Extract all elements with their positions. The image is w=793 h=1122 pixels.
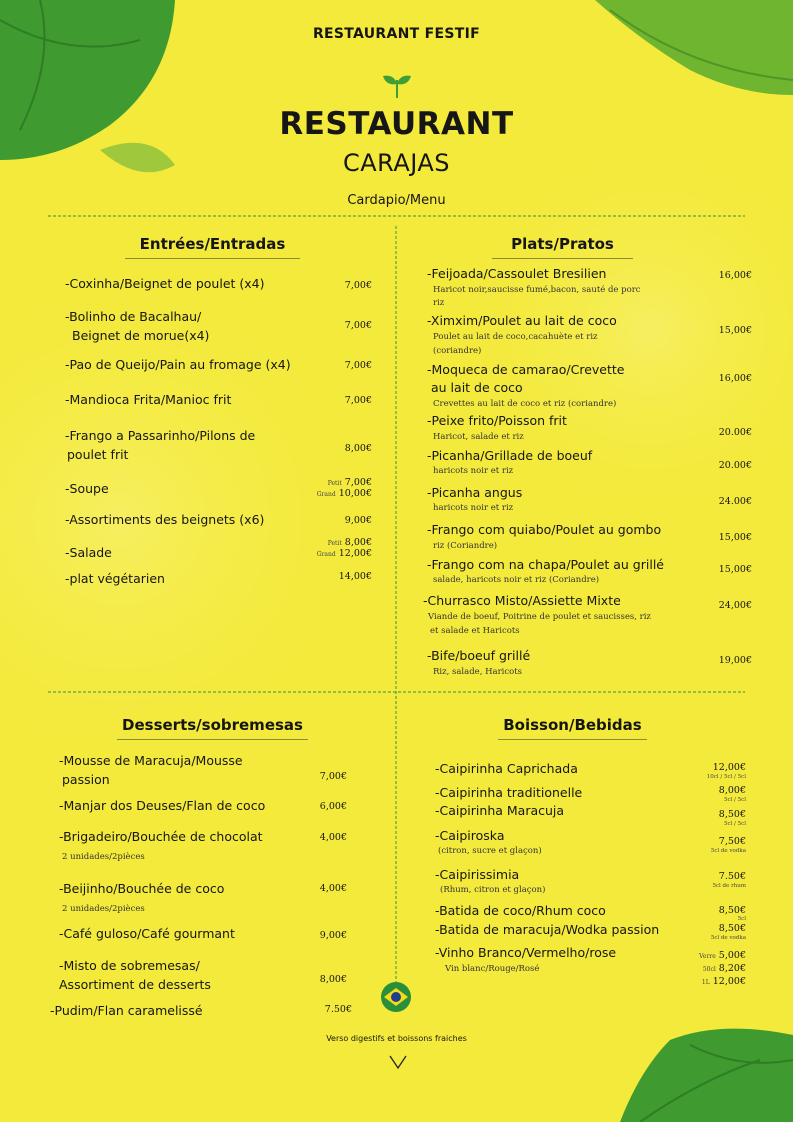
menu-item-price: 8,00€ (344, 443, 372, 454)
menu-item-price: Petit 7,00€ Grand 10,00€ (316, 477, 372, 499)
menu-item-name: -Soupe (65, 481, 109, 496)
menu-item-name: -Feijoada/Cassoulet Bresilien (427, 266, 607, 281)
menu-item-name: -Frango a Passarinho/Pilons de (65, 428, 256, 443)
menu-item-desc: 2 unidades/2pièces (62, 904, 145, 914)
menu-item-price: 16,00€ (718, 373, 752, 384)
menu-item-desc: Vin blanc/Rouge/Rosé (445, 964, 540, 974)
menu-item-desc-line2: (coriandre) (433, 346, 482, 356)
menu-item-name: -Churrasco Misto/Assiette Mixte (423, 593, 621, 608)
menu-item-price: Petit 8,00€ Grand 12,00€ (316, 537, 372, 559)
menu-item-name: -Peixe frito/Poisson frit (427, 413, 567, 428)
menu-item-size: 5cl de vodka (710, 848, 746, 854)
menu-item-name-line2: Beignet de morue(x4) (72, 328, 210, 343)
menu-item-name: -Moqueca de camarao/Crevette (427, 362, 625, 377)
menu-item-desc: haricots noir et riz (433, 503, 514, 513)
menu-item-size: 5cl / 5cl (723, 797, 746, 803)
menu-item-size: 5cl de vodka (710, 935, 746, 941)
menu-item-price: 9,00€ (319, 930, 347, 941)
menu-item-price: 16,00€ (718, 270, 752, 281)
menu-item-desc: salade, haricots noir et riz (Coriandre) (433, 575, 600, 585)
menu-item-desc: Viande de boeuf, Poitrine de poulet et saucisses, riz (428, 612, 651, 622)
menu-item-price: 15,00€ (718, 325, 752, 336)
menu-item-name: -plat végétarien (65, 571, 165, 586)
menu-item-price: 8,50€ (718, 905, 746, 916)
menu-label: Cardapio/Menu (347, 193, 446, 208)
menu-item-name: -Batida de maracuja/Wodka passion (435, 922, 660, 937)
menu-item-name-line2: au lait de coco (431, 380, 523, 395)
menu-item-desc: 2 unidades/2pièces (62, 852, 145, 862)
section-title-desserts: Desserts/sobremesas (100, 716, 325, 740)
menu-item-name: -Bife/boeuf grillé (427, 648, 531, 663)
menu-item-name: -Caipirinha Caprichada (435, 761, 578, 776)
menu-item-name: -Pudim/Flan caramelissé (50, 1003, 203, 1018)
menu-item-price: 7,00€ (344, 395, 372, 406)
menu-item-price: 15,00€ (718, 532, 752, 543)
menu-item-desc: haricots noir et riz (433, 466, 514, 476)
menu-item-desc: Crevettes au lait de coco et riz (coriandre) (433, 399, 617, 409)
menu-item-name: -Brigadeiro/Bouchée de chocolat (59, 829, 263, 844)
menu-item-name: -Batida de coco/Rhum coco (435, 903, 606, 918)
menu-item-size: 5cl (737, 916, 746, 922)
menu-item-price: 9,00€ (344, 515, 372, 526)
menu-item-desc: Riz, salade, Haricots (433, 667, 523, 677)
menu-item-desc: Haricot noir,saucisse fumé,bacon, sauté de porc (433, 285, 641, 295)
menu-item-price: 8,00€ (319, 974, 347, 985)
menu-item-name: -Ximxim/Poulet au lait de coco (427, 313, 617, 328)
menu-item-price: 7,00€ (344, 280, 372, 291)
menu-item-name: -Frango com quiabo/Poulet au gombo (427, 522, 662, 537)
menu-item-size: 5cl / 5cl (723, 821, 746, 827)
menu-item-price: 14,00€ (338, 571, 372, 582)
menu-item-price: 7,00€ (319, 771, 347, 782)
menu-item-name: -Picanha angus (427, 485, 523, 500)
section-title-entrees: Entrées/Entradas (110, 235, 315, 259)
menu-item-size: 5cl de rhum (712, 883, 746, 889)
menu-item-price: 20.00€ (718, 427, 752, 438)
menu-item-price: 7,00€ (344, 320, 372, 331)
brazil-flag-icon (381, 982, 411, 1012)
menu-item-name: -Assortiments des beignets (x6) (65, 512, 265, 527)
menu-item-name-line2: passion (62, 772, 110, 787)
menu-item-price: 8,50€ (718, 809, 746, 820)
menu-item-name: -Frango com na chapa/Poulet au grillé (427, 557, 664, 572)
menu-item-name: -Pao de Queijo/Pain au fromage (x4) (65, 357, 291, 372)
menu-item-price: 7.50€ (324, 1004, 352, 1015)
menu-item-name: -Manjar dos Deuses/Flan de coco (59, 798, 266, 813)
menu-item-name: -Café guloso/Café gourmant (59, 926, 235, 941)
menu-item-name: -Salade (65, 545, 112, 560)
menu-item-name: -Beijinho/Bouchée de coco (59, 881, 225, 896)
menu-item-price: 8,50€ (718, 923, 746, 934)
menu-item-name: -Caipirinha Maracuja (435, 803, 565, 818)
menu-item-name: -Misto de sobremesas/ (59, 958, 200, 973)
footer-note: Verso digestifs et boissons fraiches (326, 1034, 467, 1043)
menu-item-name-line2: Assortiment de desserts (59, 977, 211, 992)
section-title-plats: Plats/Pratos (480, 235, 645, 259)
menu-item-price: 19,00€ (718, 655, 752, 666)
menu-item-name: -Mandioca Frita/Manioc frit (65, 392, 232, 407)
menu-item-price: Verre 5,00€ 50cl 8,20€ 1L 12,00€ (699, 950, 746, 987)
restaurant-title: RESTAURANT (279, 106, 514, 142)
menu-item-name: -Caipiroska (435, 828, 505, 843)
menu-item-price: 4,00€ (319, 883, 347, 894)
menu-item-name: -Caipirissimia (435, 867, 520, 882)
menu-item-price: 4,00€ (319, 832, 347, 843)
top-title: RESTAURANT FESTIF (312, 26, 481, 42)
menu-item-price: 8,00€ (718, 785, 746, 796)
menu-item-desc: Haricot, salade et riz (433, 432, 524, 442)
menu-item-price: 24,00€ (718, 600, 752, 611)
menu-item-name: -Caipirinha traditionelle (435, 785, 583, 800)
menu-item-name: -Mousse de Maracuja/Mousse (59, 753, 243, 768)
menu-item-price: 7,00€ (344, 360, 372, 371)
menu-item-name: -Coxinha/Beignet de poulet (x4) (65, 276, 265, 291)
menu-item-price: 6,00€ (319, 801, 347, 812)
menu-item-price: 7.50€ (718, 871, 746, 882)
menu-item-desc-line2: riz (433, 298, 445, 308)
section-title-boissons: Boisson/Bebidas (485, 716, 660, 740)
menu-item-price: 12,00€ (712, 762, 746, 773)
menu-item-price: 7,50€ (718, 836, 746, 847)
menu-item-name: -Picanha/Grillade de boeuf (427, 448, 593, 463)
menu-item-desc: riz (Coriandre) (433, 541, 498, 551)
menu-item-name: -Vinho Branco/Vermelho/rose (435, 945, 617, 960)
menu-item-desc: Poulet au lait de coco,cacahuète et riz (433, 332, 598, 342)
menu-item-name: -Bolinho de Bacalhau/ (65, 309, 202, 324)
menu-item-desc: (citron, sucre et glaçon) (438, 846, 542, 856)
menu-item-price: 24.00€ (718, 496, 752, 507)
menu-item-name-line2: poulet frit (67, 447, 129, 462)
menu-item-size: 10cl / 5cl / 5cl (706, 774, 746, 780)
restaurant-name: CARAJAS (342, 149, 451, 177)
menu-item-desc: (Rhum, citron et glaçon) (440, 885, 546, 895)
menu-item-price: 20.00€ (718, 460, 752, 471)
menu-item-price: 15,00€ (718, 564, 752, 575)
menu-item-desc-line2: et salade et Haricots (430, 626, 520, 636)
